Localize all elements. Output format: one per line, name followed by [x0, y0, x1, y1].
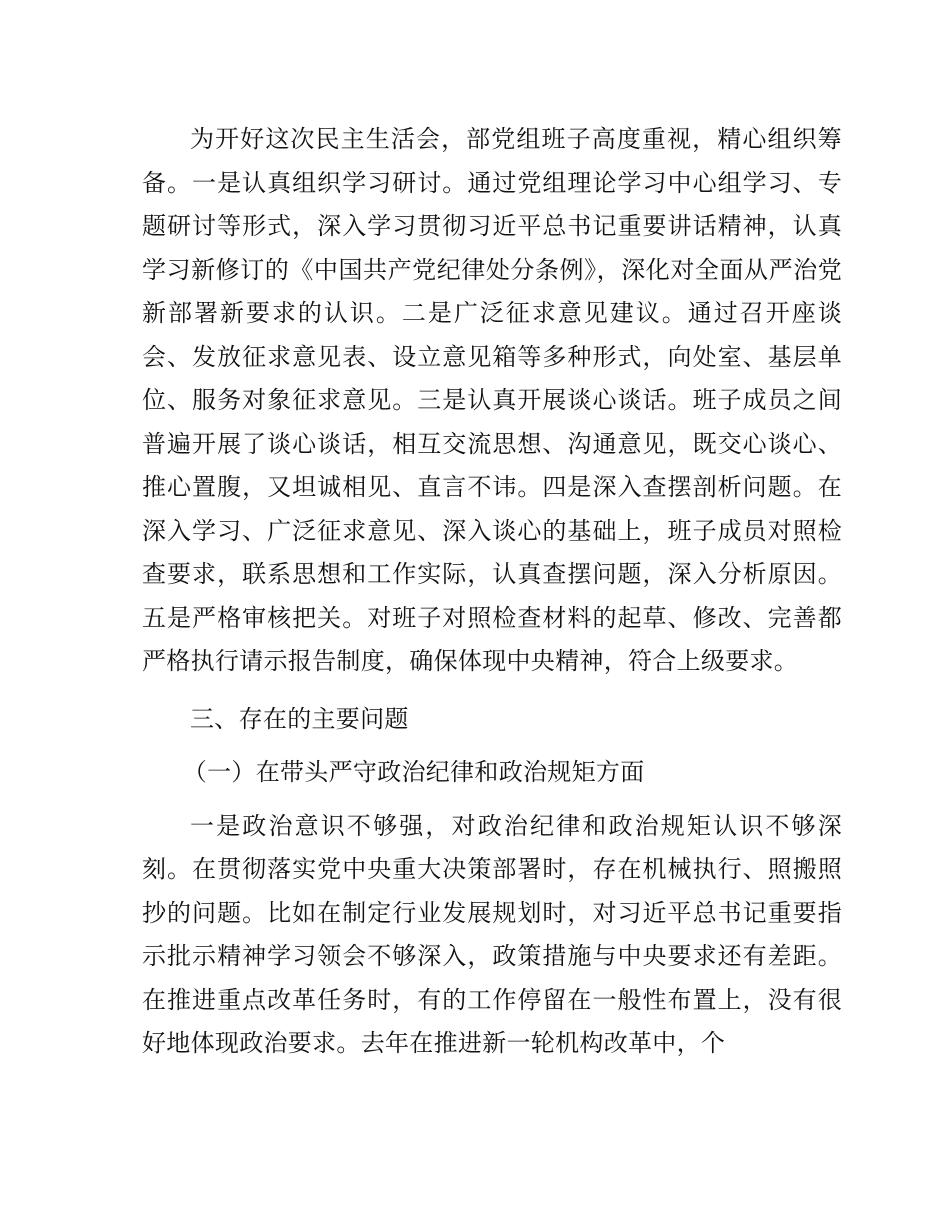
section-heading-main-problems: 三、存在的主要问题 — [190, 704, 409, 733]
paragraph-political-awareness: 一是政治意识不够强，对政治纪律和政治规矩认识不够深刻。在贯彻落实党中央重大决策部署时，存在机械执行、照搬照抄的问题。比如在制定行业发展规划时，对习近平总书记重要指示批示精神学习领会不够深入，政策措施与中央要求还有差距。在推进重点改革任务时，有的工作停留在一般性布置上，没有很好地体现政治要求。去年在推进新一轮机构改革中，个 — [142, 811, 842, 1057]
document-body — [142, 118, 842, 1066]
paragraph-preparation: 为开好这次民主生活会，部党组班子高度重视，精心组织筹备。一是认真组织学习研讨。通过党组理论学习中心组学习、专题研讨等形式，深入学习贯彻习近平总书记重要讲话精神，认真学习新修订的《中国共产党纪律处分条例》，深化对全面从严治党新部署新要求的认识。二是广泛征求意见建议。通过召开座谈会、发放征求意见表、设立意见箱等多种形式，向处室、基层单位、服务对象征求意见。三是认真开展谈心谈话。班子成员之间普遍开展了谈心谈话，相互交流思想、沟通意见，既交心谈心、推心置腹，又坦诚相见、直言不讳。四是深入查摆剖析问题。在深入学习、广泛征求意见、深入谈心的基础上，班子成员对照检查要求，联系思想和工作实际，认真查摆问题，深入分析原因。五是严格审核把关。对班子对照检查材料的起草、修改、完善都严格执行请示报告制度，确保体现中央精神，符合上级要求。 — [142, 125, 842, 675]
subsection-heading-political-discipline: （一）在带头严守政治纪律和政治规矩方面 — [182, 758, 645, 786]
